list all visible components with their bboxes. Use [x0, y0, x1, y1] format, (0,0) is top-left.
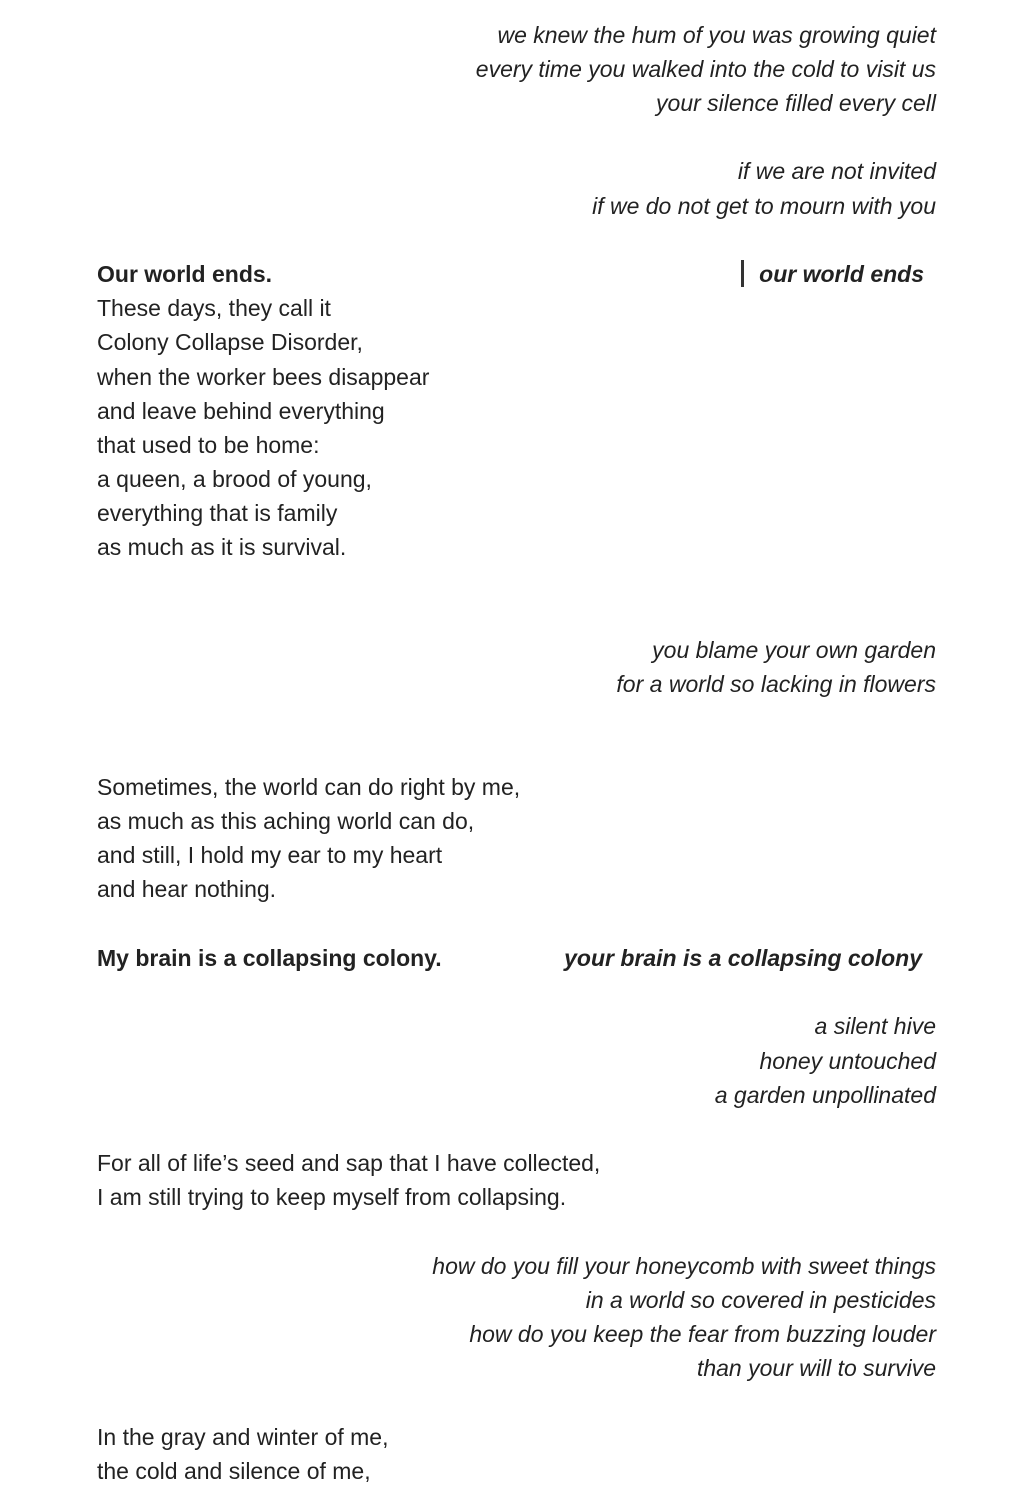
poem-line: every time you walked into the cold to visit us: [475, 56, 936, 82]
poem-line: for a world so lacking in flowers: [616, 671, 936, 697]
poem-line: when the worker bees disappear: [97, 364, 430, 390]
poem-line-heading: Our world ends.: [97, 261, 273, 287]
poem-line: how do you keep the fear from buzzing louder: [469, 1321, 936, 1347]
poem-line: that used to be home:: [97, 432, 320, 458]
poem-line-heading: My brain is a collapsing colony.: [97, 945, 442, 971]
poem-line-heading: our world ends: [759, 261, 924, 287]
poem-line: as much as this aching world can do,: [97, 808, 475, 834]
poem-line: honey untouched: [759, 1048, 936, 1074]
poem-line: how do you fill your honeycomb with sweet things: [432, 1253, 936, 1279]
poem-line: your silence filled every cell: [656, 90, 936, 116]
poem-line: Sometimes, the world can do right by me,: [97, 774, 521, 800]
poem-line: Colony Collapse Disorder,: [97, 329, 363, 355]
text-cursor: [741, 260, 744, 287]
poem-line: in a world so covered in pesticides: [585, 1287, 936, 1313]
poem-line: you blame your own garden: [652, 637, 936, 663]
poem-line: than your will to survive: [696, 1355, 936, 1381]
poem-line: a garden unpollinated: [714, 1082, 936, 1108]
poem-line-heading: your brain is a collapsing colony: [564, 945, 922, 971]
poem-line: the cold and silence of me,: [97, 1458, 371, 1484]
poem-line: For all of life’s seed and sap that I have collected,: [97, 1150, 601, 1176]
poem-line: and hear nothing.: [97, 876, 277, 902]
poem-line: These days, they call it: [97, 295, 331, 321]
poem-line: a silent hive: [814, 1013, 936, 1039]
poem-line: and still, I hold my ear to my heart: [97, 842, 443, 868]
poem-line: In the gray and winter of me,: [97, 1424, 389, 1450]
poem-line: if we are not invited: [737, 158, 936, 184]
poem-line: we knew the hum of you was growing quiet: [497, 22, 936, 48]
poem-line: and leave behind everything: [97, 398, 385, 424]
poem-line: everything that is family: [97, 500, 338, 526]
poem-line: a queen, a brood of young,: [97, 466, 372, 492]
poem-line: I am still trying to keep myself from collapsing.: [97, 1184, 567, 1210]
poem-line: as much as it is survival.: [97, 534, 347, 560]
poem-line: if we do not get to mourn with you: [592, 193, 936, 219]
